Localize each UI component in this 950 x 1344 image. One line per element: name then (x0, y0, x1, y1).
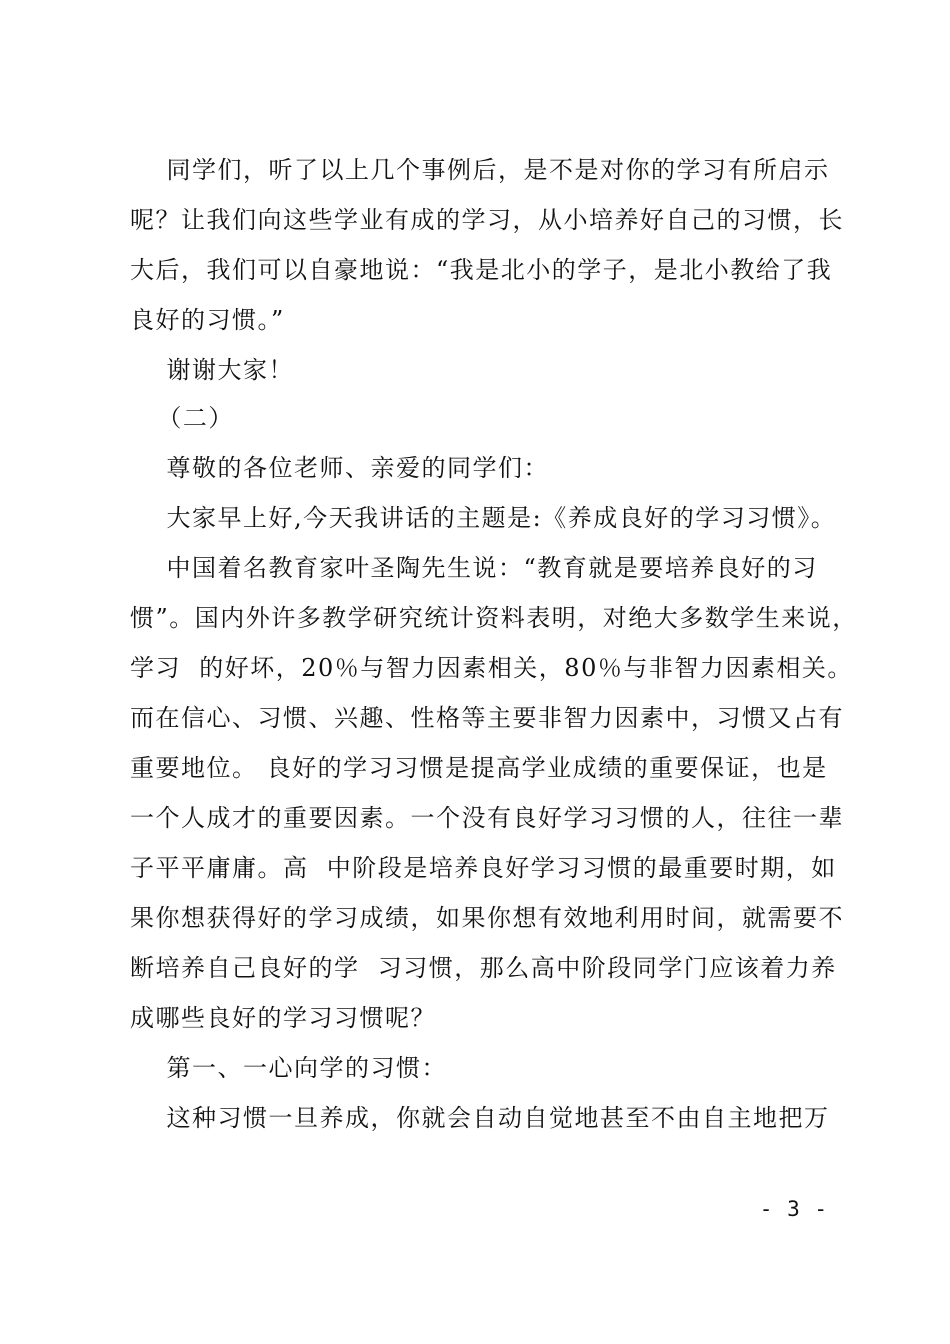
text-line: 而在信心、习惯、兴趣、性格等主要非智力因素中，习惯又占有 (130, 704, 844, 732)
text-line: 大后，我们可以自豪地说：“我是北小的学子，是北小教给了我 (130, 256, 833, 284)
text-line: 同学们，听了以上几个事例后，是不是对你的学习有所启示 (130, 156, 830, 184)
text-line: 中国着名教育家叶圣陶先生说：“教育就是要培养良好的习 (130, 554, 818, 582)
text-line: 这种习惯一旦养成，你就会自动自觉地甚至不由自主地把万 (130, 1104, 830, 1132)
text-line: 谢谢大家！ (130, 356, 295, 384)
text-line: 果你想获得好的学习成绩，如果你想有效地利用时间，就需要不 (130, 904, 844, 932)
text-line: 良好的习惯。” (130, 306, 285, 334)
text-line: 惯”。国内外许多教学研究统计资料表明，对绝大多数学生来说， (130, 604, 858, 632)
text-line: 重要地位。 良好的学习习惯是提高学业成绩的重要保证，也是 (130, 754, 828, 782)
text-line: 学习 的好坏，20％与智力因素相关，80％与非智力因素相关。 (130, 654, 853, 682)
text-line: 断培养自己良好的学 习习惯，那么高中阶段同学门应该着力养 (130, 954, 837, 982)
text-line: 大家早上好,今天我讲话的主题是:《养成良好的学习习惯》。 (130, 504, 837, 532)
text-line: 一个人成才的重要因素。一个没有良好学习习惯的人，往往一辈 (130, 804, 844, 832)
text-line: 呢？让我们向这些学业有成的学习，从小培养好自己的习惯，长 (130, 206, 844, 234)
text-line: 第一、一心向学的习惯： (130, 1054, 448, 1082)
section-heading: （二） (130, 404, 234, 432)
text-line: 子平平庸庸。高 中阶段是培养良好学习习惯的最重要时期，如 (130, 854, 837, 882)
text-line: 成哪些良好的学习习惯呢？ (130, 1004, 436, 1032)
salutation: 尊敬的各位老师、亲爱的同学们： (130, 454, 550, 482)
page-number: - 3 - (759, 1197, 828, 1221)
